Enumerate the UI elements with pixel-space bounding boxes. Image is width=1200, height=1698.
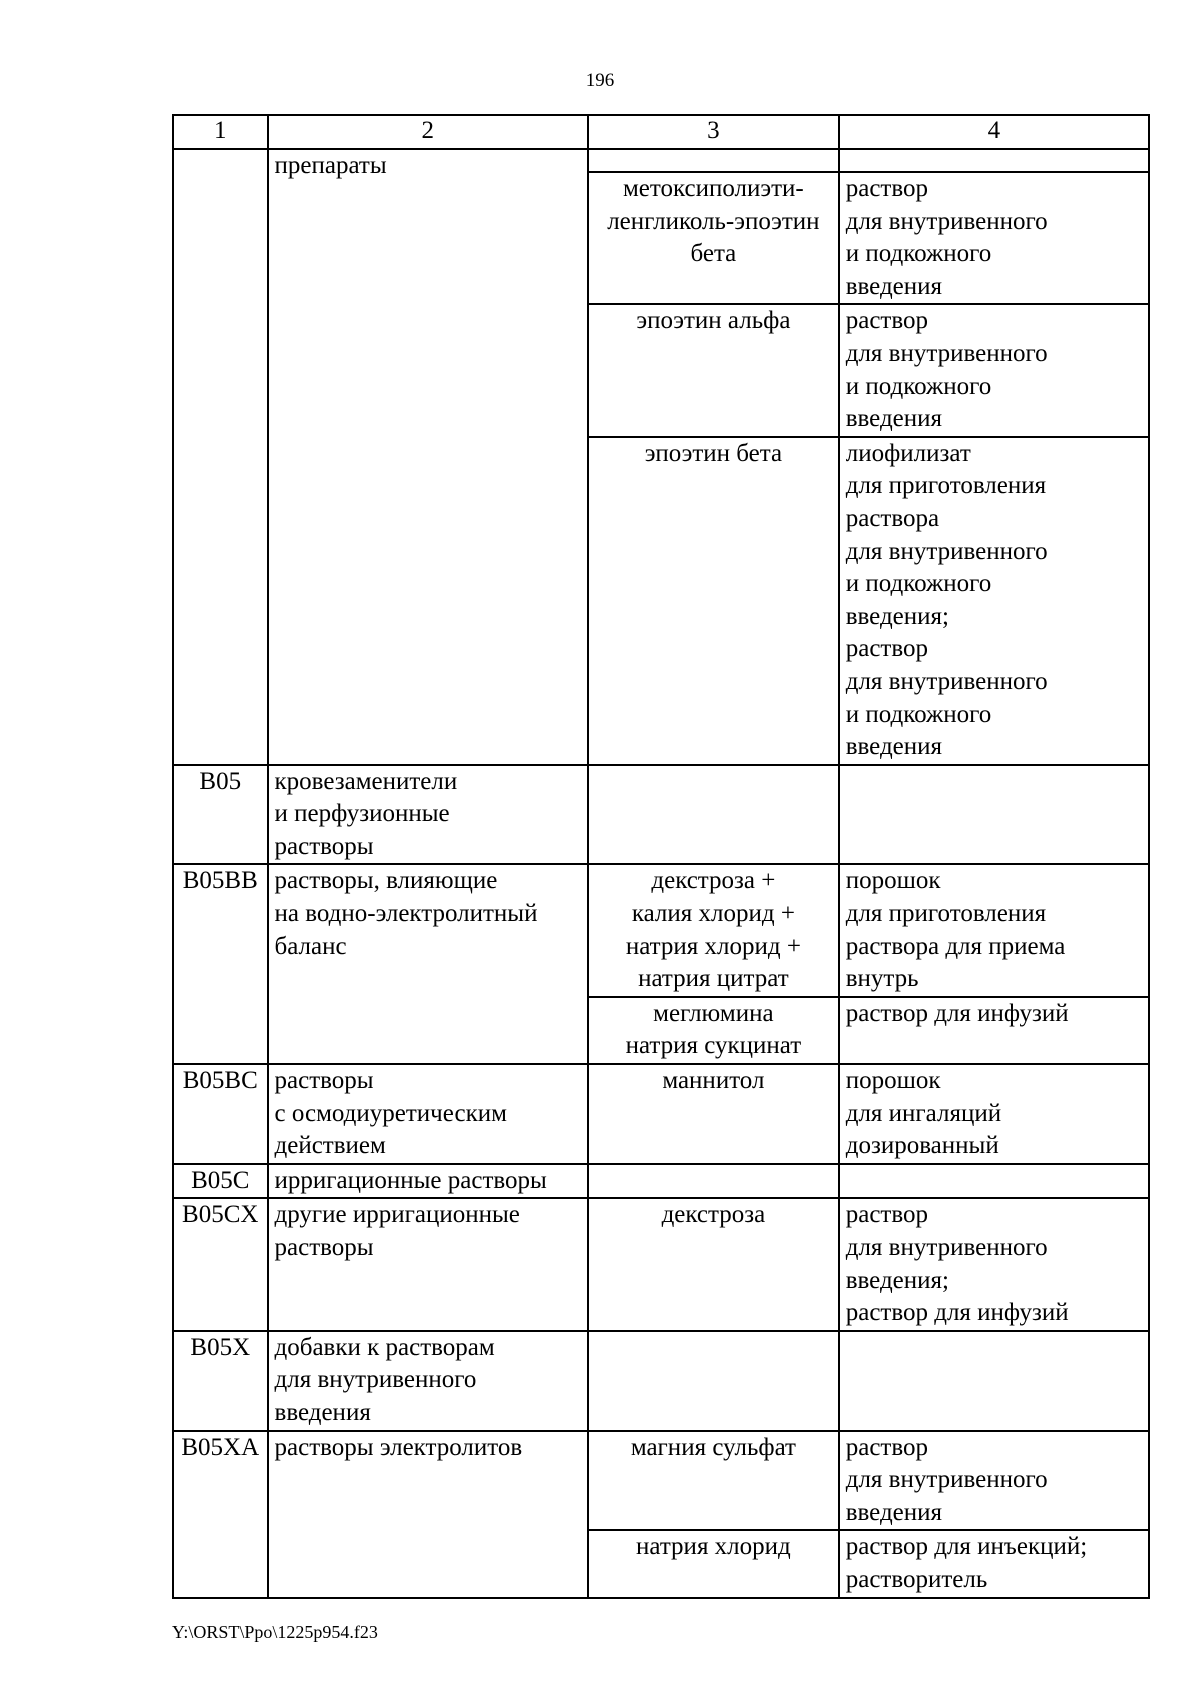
group-cell: кровезаменители и перфузионные растворы (268, 765, 589, 865)
inn-cell (588, 149, 839, 172)
form-cell (839, 149, 1149, 172)
drug-table (172, 114, 1150, 1599)
form-cell: раствор для инфузий (839, 997, 1149, 1064)
inn-cell: декстроза + калия хлорид + натрия хлорид + натрия цитрат (588, 864, 839, 996)
table-row (173, 864, 1149, 996)
form-cell: раствор для инъекций; растворитель (839, 1530, 1149, 1597)
table-header-row (173, 115, 1149, 149)
page-number: 196 (585, 70, 615, 91)
form-cell: раствор для внутривенного введения (839, 1431, 1149, 1531)
group-cell: растворы, влияющие на водно-электролитный баланс (268, 864, 589, 1064)
table-row (173, 149, 1149, 172)
file-path-footer: Y:\ORST\Ppo\1225p954.f23 (172, 1622, 378, 1642)
code-cell: B05X (173, 1331, 268, 1431)
inn-cell: меглюмина натрия сукцинат (588, 997, 839, 1064)
form-cell: порошок для ингаляций дозированный (839, 1064, 1149, 1164)
inn-cell (588, 1164, 839, 1199)
form-cell (839, 765, 1149, 865)
code-cell: B05C (173, 1164, 268, 1199)
group-cell: растворы электролитов (268, 1431, 589, 1598)
group-cell: препараты (268, 149, 589, 765)
group-cell: другие ирригационные растворы (268, 1198, 589, 1330)
code-cell (173, 149, 268, 765)
group-cell: добавки к растворам для внутривенного введения (268, 1331, 589, 1431)
inn-cell (588, 765, 839, 865)
inn-cell (588, 1331, 839, 1431)
table-row (173, 1198, 1149, 1330)
form-cell: раствор для внутривенного введения; раствор для инфузий (839, 1198, 1149, 1330)
table-row (173, 1331, 1149, 1431)
column-header-2: 2 (268, 115, 589, 149)
inn-cell: метоксиполиэти- ленгликоль-эпоэтин бета (588, 172, 839, 304)
column-header-1: 1 (173, 115, 268, 149)
form-cell (839, 1331, 1149, 1431)
inn-cell: натрия хлорид (588, 1530, 839, 1597)
form-cell (839, 1164, 1149, 1199)
group-cell: ирригационные растворы (268, 1164, 589, 1199)
code-cell: B05BC (173, 1064, 268, 1164)
inn-cell: декстроза (588, 1198, 839, 1330)
inn-cell: эпоэтин бета (588, 437, 839, 765)
group-cell: растворы с осмодиуретическим действием (268, 1064, 589, 1164)
form-cell: лиофилизат для приготовления раствора для внутривенного и подкожного введения; раствор для внутривенного и подкожного введения (839, 437, 1149, 765)
table-row (173, 765, 1149, 865)
inn-cell: магния сульфат (588, 1431, 839, 1531)
form-cell: порошок для приготовления раствора для приема внутрь (839, 864, 1149, 996)
table-row (173, 1064, 1149, 1164)
table-row (173, 1164, 1149, 1199)
column-header-3: 3 (588, 115, 839, 149)
form-cell: раствор для внутривенного и подкожного введения (839, 304, 1149, 436)
code-cell: B05BB (173, 864, 268, 1064)
inn-cell: эпоэтин альфа (588, 304, 839, 436)
code-cell: B05XA (173, 1431, 268, 1598)
code-cell: B05 (173, 765, 268, 865)
column-header-4: 4 (839, 115, 1149, 149)
table-row (173, 1431, 1149, 1531)
form-cell: раствор для внутривенного и подкожного введения (839, 172, 1149, 304)
code-cell: B05CX (173, 1198, 268, 1330)
inn-cell: маннитол (588, 1064, 839, 1164)
